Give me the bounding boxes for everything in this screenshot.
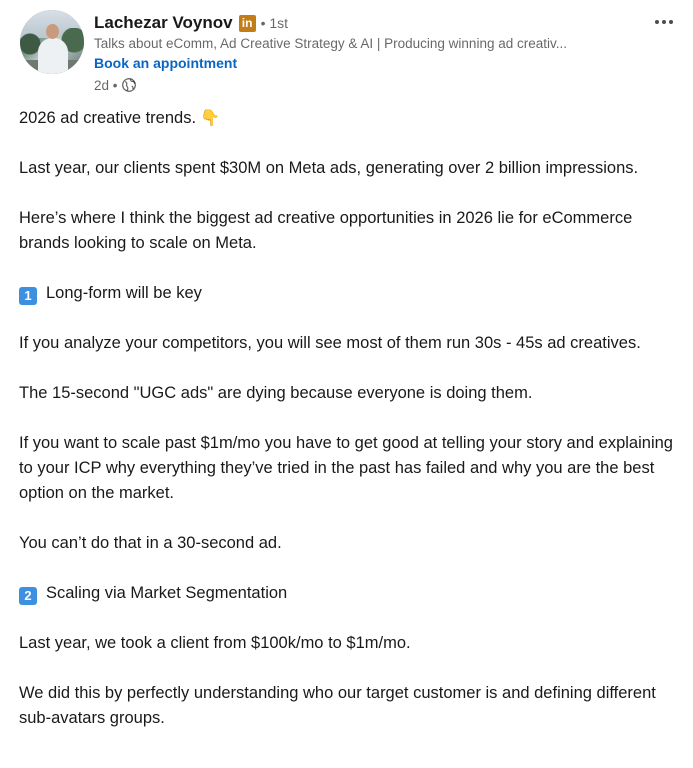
linkedin-premium-icon: in (239, 15, 256, 32)
post-body (19, 106, 684, 756)
post-paragraph: If you want to scale past $1m/mo you have to get good at telling your story and explaining to your ICP why everything they’ve tried in the past has failed and why you are the best option on the market. (19, 434, 673, 502)
pointing-down-emoji-icon: 👇 (200, 110, 220, 127)
author-headline[interactable]: Talks about eComm, Ad Creative Strategy & AI | Producing winning ad creativ... (94, 36, 567, 51)
post-time: 2d • (94, 77, 118, 93)
post-paragraph: We did this by perfectly understanding who our target customer is and defining different sub-avatars groups. (19, 684, 656, 727)
globe-icon (122, 78, 136, 92)
post-paragraph: If you analyze your competitors, you will see most of them run 30s - 45s ad creatives. (19, 334, 641, 352)
author-name-line (94, 12, 288, 34)
section-heading-1: 1 Long-form will be key (19, 281, 684, 306)
post-paragraph: You can’t do that in a 30-second ad. (19, 534, 282, 552)
post-paragraph: The 15-second "UGC ads" are dying because everyone is doing them. (19, 384, 533, 402)
post-paragraph: Here’s where I think the biggest ad creative opportunities in 2026 lie for eCommerce brands looking to scale on Meta. (19, 209, 633, 252)
section-heading-2: 2 Scaling via Market Segmentation (19, 581, 684, 606)
ellipsis-icon (655, 20, 673, 24)
number-two-icon: 2 (19, 587, 37, 605)
post-paragraph: 2026 ad creative trends. 👇 (19, 106, 684, 131)
avatar[interactable] (20, 10, 84, 74)
connection-degree: • 1st (260, 15, 289, 31)
post-header (20, 8, 680, 94)
author-name[interactable]: Lachezar Voynov (94, 13, 233, 32)
number-one-icon: 1 (19, 287, 37, 305)
post-meta (94, 76, 136, 94)
post-paragraph: Last year, we took a client from $100k/mo to $1m/mo. (19, 634, 411, 652)
book-appointment-link[interactable]: Book an appointment (94, 55, 238, 71)
more-options-button[interactable] (648, 10, 680, 34)
post-paragraph: Last year, our clients spent $30M on Meta ads, generating over 2 billion impressions. (19, 159, 639, 177)
